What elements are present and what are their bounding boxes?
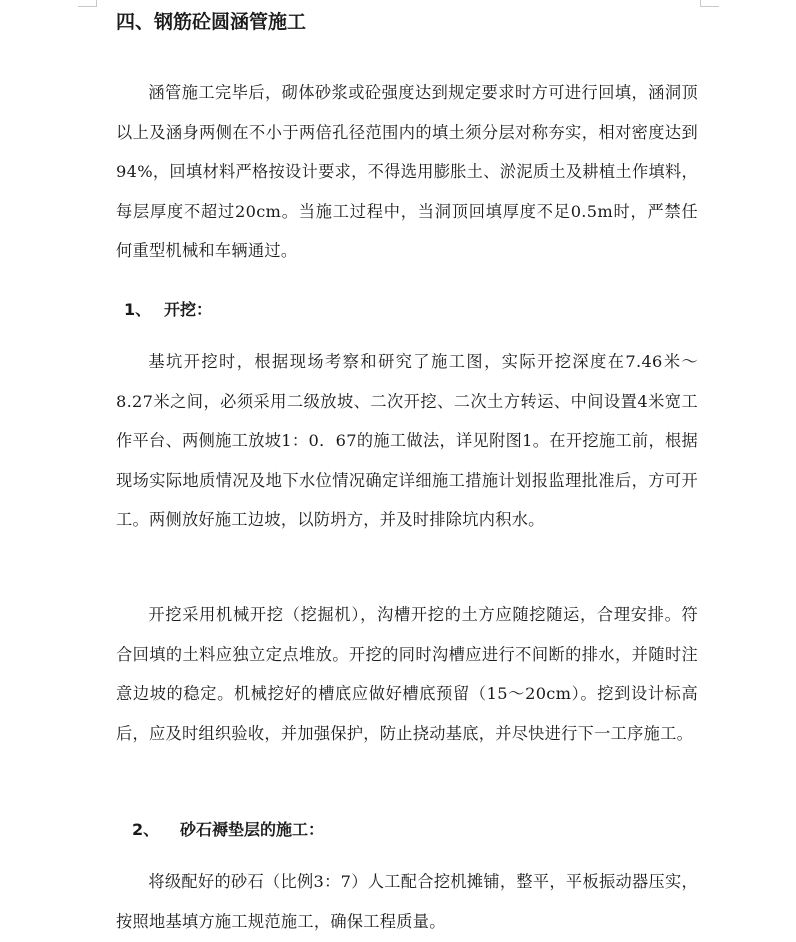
intro-paragraph: 涵管施工完毕后，砌体砂浆或砼强度达到规定要求时方可进行回填，涵洞顶以上及涵身两侧在不小于两倍孔径范围内的填土须分层对称夯实，相对密度达到94%，回填材料严格按设计要求，不得选用膨胀土、淤泥质土及耕植土作填料，每层厚度不超过20cm。当施工过程中，当洞顶回填厚度不足0.5m时，严禁任何重型机械和车辆通过。 [116,83,698,260]
crop-mark-top-left [78,0,97,7]
subsection-number: 2、 [132,820,160,839]
subsection-heading-gravel-cushion [132,818,324,842]
crop-mark-top-right [700,0,719,7]
section-heading: 四、钢筋砼圆涵管施工 [116,11,307,33]
subsection-title: 砂石褥垫层的施工： [180,820,325,839]
subsection-title: 开挖： [164,300,213,319]
subsection-heading-excavation [124,298,212,322]
excavation-paragraph-2: 开挖采用机械开挖（挖掘机），沟槽开挖的土方应随挖随运，合理安排。符合回填的土料应独立定点堆放。开挖的同时沟槽应进行不间断的排水，并随时注意边坡的稳定。机械挖好的槽底应做好槽底预留（15～20cm）。挖到设计标高后，应及时组织验收，并加强保护，防止挠动基底，并尽快进行下一工序施工。 [116,605,698,743]
excavation-paragraph-1: 基坑开挖时，根据现场考察和研究了施工图，实际开挖深度在7.46米～8.27米之间，必须采用二级放坡、二次开挖、二次土方转运、中间设置4米宽工作平台、两侧施工放坡1：0．67的施工做法，详见附图1。在开挖施工前，根据现场实际地质情况及地下水位情况确定详细施工措施计划报监理批准后，方可开工。两侧放好施工边坡，以防坍方，并及时排除坑内积水。 [116,352,698,529]
subsection-number: 1、 [124,300,152,319]
gravel-cushion-paragraph: 将级配好的砂石（比例3：7）人工配合挖机摊铺，整平，平板振动器压实，按照地基填方施工规范施工，确保工程质量。 [116,872,698,931]
